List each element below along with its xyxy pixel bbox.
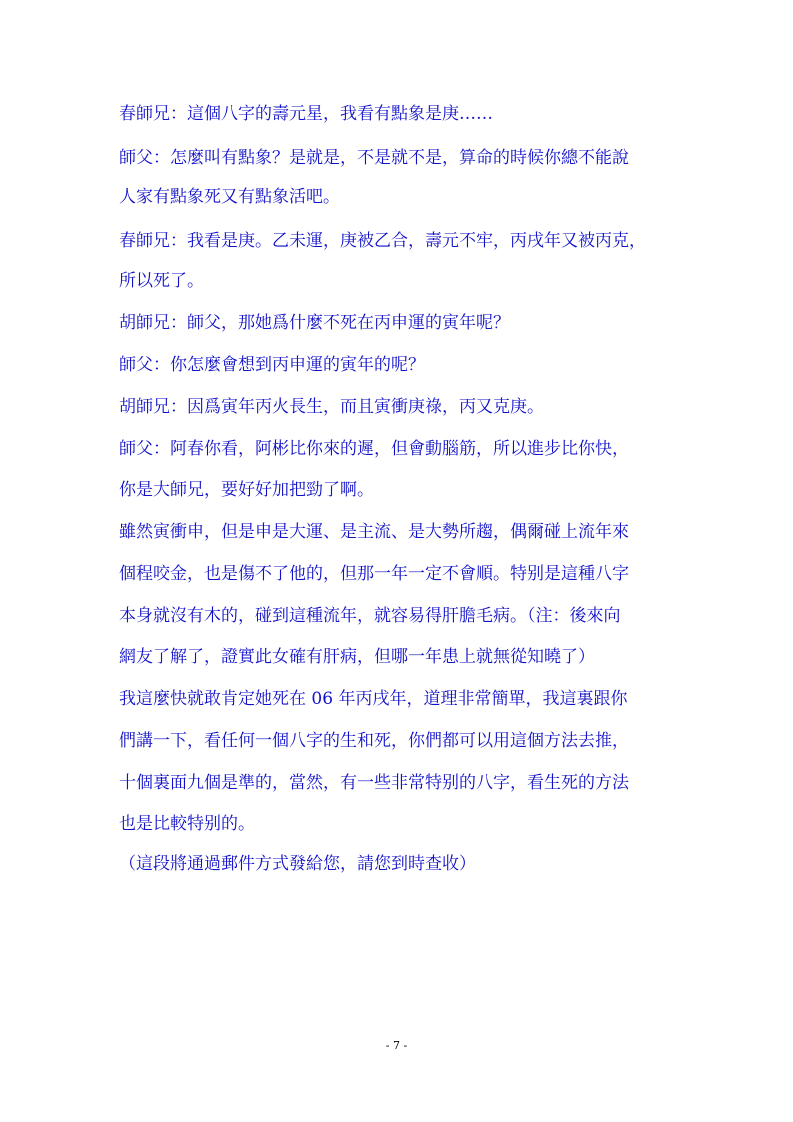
- text-line: 雖然寅衝申，但是申是大運、是主流、是大勢所趨，偶爾碰上流年來: [119, 522, 629, 542]
- page-number: - 7 -: [385, 1039, 408, 1052]
- text-line: 人家有點象死又有點象活吧。: [119, 187, 340, 207]
- text-line: 網友了解了，證實此女確有肝病，但哪一年患上就無從知曉了）: [119, 647, 595, 667]
- text-line: 師父：怎麼叫有點象？是就是，不是就不是，算命的時候你總不能說: [119, 148, 629, 168]
- text-line: 師父：你怎麼會想到丙申運的寅年的呢？: [119, 355, 425, 375]
- text-line: （這段將通過郵件方式發給您，請您到時查收）: [119, 854, 476, 874]
- text-line: 本身就沒有木的，碰到這種流年，就容易得肝膽毛病。（注：後來向: [119, 606, 621, 626]
- text-line: 們講一下，看任何一個八字的生和死，你們都可以用這個方法去推，: [119, 731, 629, 751]
- text-line: 個程咬金，也是傷不了他的，但那一年一定不會順。特别是這種八字: [119, 564, 629, 584]
- text-line: 也是比較特别的。: [119, 814, 255, 834]
- text-line: 我這麼快就敢肯定她死在 06 年丙戌年，道理非常簡單，我這裏跟你: [119, 689, 628, 709]
- text-line: 你是大師兄，要好好加把勁了啊。: [119, 480, 374, 500]
- text-line: 胡師兄：因爲寅年丙火長生，而且寅衝庚祿，丙又克庚。: [119, 397, 544, 417]
- text-line: 所以死了。: [119, 271, 204, 291]
- text-line: 春師兄：我看是庚。乙未運，庚被乙合，壽元不牢，丙戌年又被丙克，: [119, 231, 646, 251]
- text-line: 春師兄：這個八字的壽元星，我看有點象是庚……: [119, 104, 493, 124]
- text-line: 師父：阿春你看，阿彬比你來的遲，但會動腦筋，所以進步比你快，: [119, 439, 629, 459]
- text-line: 十個裏面九個是準的，當然，有一些非常特别的八字，看生死的方法: [119, 773, 629, 793]
- text-line: 胡師兄：師父，那她爲什麼不死在丙申運的寅年呢？: [119, 313, 510, 333]
